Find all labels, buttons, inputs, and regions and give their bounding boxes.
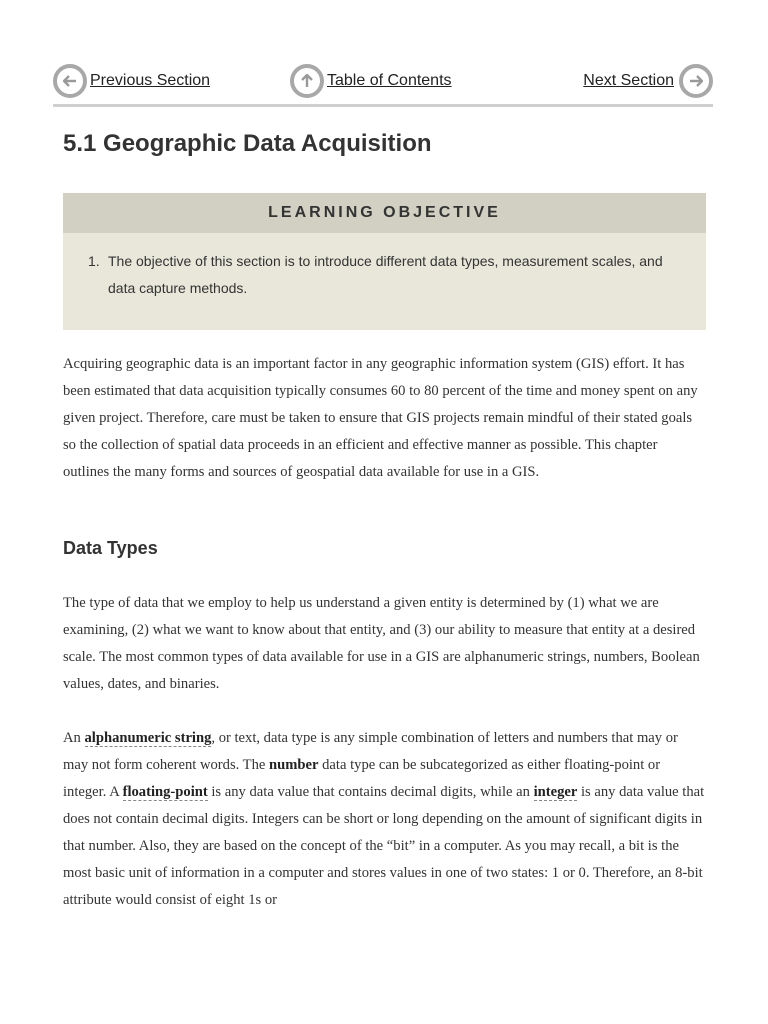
text-segment: An [63, 730, 85, 746]
text-segment: is any data value that contains decimal digits, while an [207, 784, 534, 800]
learning-objective-list [88, 248, 688, 302]
table-of-contents-link[interactable] [290, 64, 452, 98]
types-paragraph [63, 725, 705, 914]
learning-objective-heading: LEARNING OBJECTIVE [63, 193, 706, 233]
section-navigation [53, 64, 713, 107]
text-segment: is any data value that does not contain decimal digits. Integers can be short or long depending on the amount of significant digits in that number. Also, they are based on the concept of the “bit” in a computer. As you may recall, a bit is the most basic unit of information in a computer and stores values in one of two states: 1 or 0. Therefore, an 8-bit attribute would consist of eight 1s or [63, 784, 705, 908]
glossary-term-alphanumeric-string[interactable]: alphanumeric string [84, 730, 212, 746]
data-types-heading: Data Types [63, 538, 158, 558]
arrow-left-icon [53, 64, 87, 98]
list-item-text: The objective of this section is to introduce different data types, measurement scales, and data capture methods. [108, 253, 663, 296]
list-item-number: 1. [88, 253, 100, 269]
text-segment: data type can be subcategorized as either floating-point or integer. A [63, 757, 661, 800]
next-section-link[interactable] [583, 64, 713, 98]
previous-section-label[interactable]: Previous Section [90, 72, 211, 89]
glossary-term-integer[interactable]: integer [533, 784, 578, 800]
table-of-contents-label[interactable]: Table of Contents [327, 72, 452, 89]
bold-term-number: number [269, 757, 319, 773]
intro-paragraph: Acquiring geographic data is an important factor in any geographic information system (GIS) effort. It has been estimated that data acquisition typically consumes 60 to 80 percent of the time and money spent on any given project. Therefore, care must be taken to ensure that GIS projects remain mindful of their stated goals so the collection of spatial data proceeds in an efficient and effective manner as possible. This chapter outlines the many forms and sources of geospatial data available for use in a GIS. [63, 356, 698, 480]
arrow-right-icon [679, 64, 713, 98]
learning-objective-box [63, 193, 706, 330]
arrow-up-icon [290, 64, 324, 98]
data-types-paragraph: The type of data that we employ to help us understand a given entity is determined by (1) what we are examining, (2) what we want to know about that entity, and (3) our ability to measure that entity at a desired scale. The most common types of data available for use in a GIS are alphanumeric strings, numbers, Boolean values, dates, and binaries. [63, 595, 700, 692]
learning-objective-item [88, 248, 688, 302]
page-title: 5.1 Geographic Data Acquisition [63, 130, 432, 157]
glossary-term-floating-point[interactable]: floating-point [122, 784, 208, 800]
previous-section-link[interactable] [53, 64, 210, 98]
text-segment: , or text, data type is any simple combination of letters and numbers that may or may not form coherent words. The [63, 730, 678, 773]
next-section-label[interactable]: Next Section [583, 72, 674, 89]
